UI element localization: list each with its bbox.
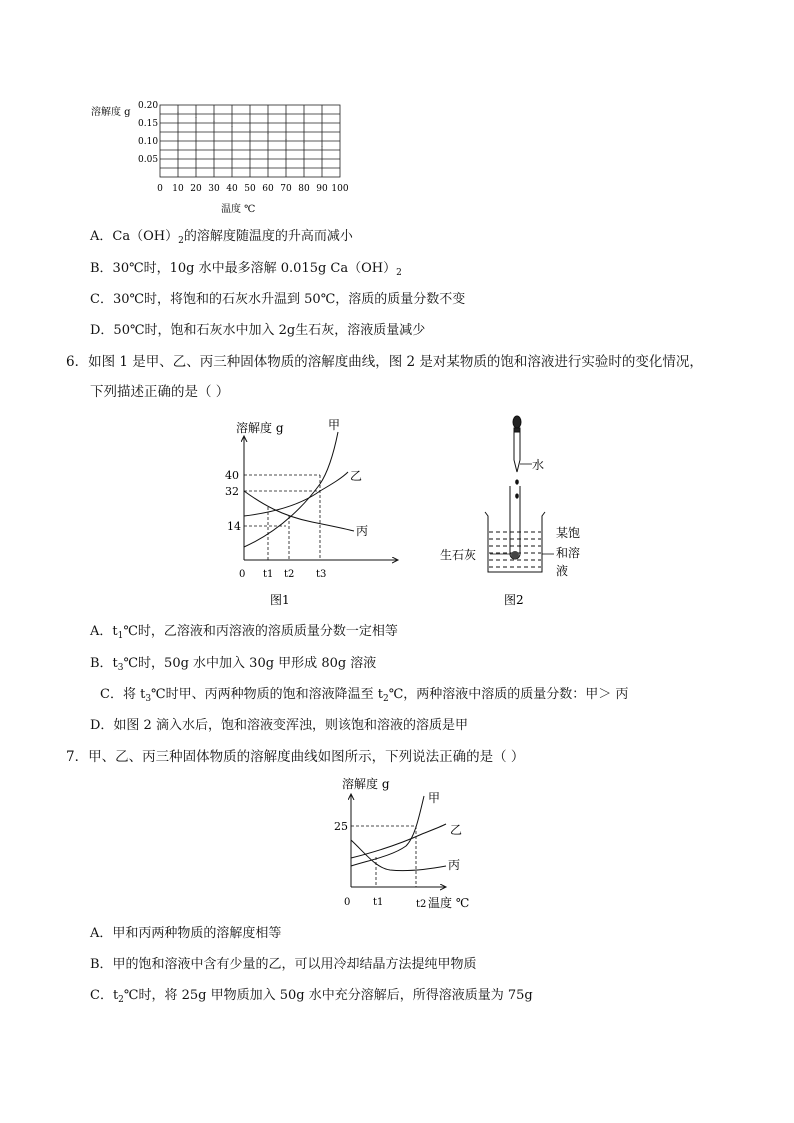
y-tick-label: 0.10 [138,137,159,147]
q7-stem: 7．甲、乙、丙三种固体物质的溶解度曲线如图所示，下列说法正确的是（ ） [66,749,525,765]
q7-t2: t2 [416,899,427,910]
x-tick-label: 20 [190,184,202,194]
fig1-guides [244,475,320,560]
fig1-t1: t1 [263,569,274,580]
fig1-origin: 0 [239,569,246,580]
q5-option-a: A．$Ca(OH)_2$的溶解度随温度的升高而减小 [90,229,353,246]
q7-t1: t1 [373,897,384,908]
beaker-icon [485,512,545,572]
q5-option-c: C．30℃时，将饱和的石灰水升温到 50℃，溶质的质量分数不变 [90,292,466,307]
q6-figure2-beaker [430,412,590,612]
caoh2-solubility-chart [88,95,358,220]
q5-option-b: B．30℃时，10g 水中最多溶解 0.015g $Ca(OH)_2$ [90,261,402,278]
q6-option-d: D．如图 2 滴入水后，饱和溶液变浑浊，则该饱和溶液的溶质是甲 [90,718,468,733]
q7-y25: 25 [334,820,348,833]
y-tick-label: 0.05 [138,155,159,165]
fig1-t3: t3 [316,569,327,580]
q6-figure1-solubility-curves [222,412,412,612]
data-point [267,133,269,135]
data-point [177,111,179,113]
q7-option-b: B．甲的饱和溶液中含有少量的乙，可以用冷却结晶方法提纯甲物质 [90,957,477,972]
fig1-ylabel: 溶解度 g [236,421,284,435]
q7-label-yi: 乙 [450,823,463,837]
x-tick-label: 50 [244,184,256,194]
q7-curve-yi [351,824,446,858]
data-point [213,120,215,122]
x-tick-label: 80 [298,184,310,194]
q7-option-c: C．$t_2℃$时，将 25g 甲物质加入 50g 水中充分溶解后，所得溶液质量为 75g [90,988,533,1005]
y-tick-label: 0.20 [138,101,159,111]
data-point [249,129,251,131]
quicklime-lump [511,551,519,559]
q6-option-c: C．将 $t_3℃$时甲、丙两种物质的饱和溶液降温至 $t_2℃$，两种溶液中溶质的质量分数：甲＞ 丙 [100,687,629,704]
q7-xlabel: 温度 ℃ [428,896,470,910]
q6-stem-line1: 6．如图 1 是甲、乙、丙三种固体物质的溶解度曲线，图 2 是对某物质的饱和溶液进行实验时的变化情况， [66,354,703,370]
q7-solubility-curves [330,774,490,914]
fig1-curve-jia [244,432,338,547]
q7-ylabel: 溶解度 g [342,777,390,791]
q7-option-a: A．甲和丙两种物质的溶解度相等 [90,926,282,941]
fig1-t2: t2 [284,569,295,580]
x-tick-label: 100 [331,184,349,194]
fig1-curve-bing [244,491,354,531]
q7-label-jia: 甲 [428,791,441,805]
liquid-surface [489,532,541,567]
q6-option-b: B．$t_3℃$时，50g 水中加入 30g 甲形成 80g 溶液 [90,656,377,673]
x-tick-label: 60 [262,184,274,194]
data-point [321,145,323,147]
fig1-y14: 14 [227,520,241,533]
q7-curve-bing [351,840,446,871]
data-point [195,117,197,119]
data-point [303,142,305,144]
x-tick-label: 0 [157,184,163,194]
fig2-caption: 图2 [504,593,524,607]
q5-option-d: D．50℃时，饱和石灰水中加入 2g生石灰，溶液质量减少 [90,323,426,338]
x-tick-label: 30 [208,184,220,194]
q6-option-a: A．$t_1℃$时，乙溶液和丙溶液的溶质质量分数一定相等 [90,624,398,641]
fig2-solution-label-1: 某饱 [556,526,581,540]
fig2-water-label: 水 [532,458,545,472]
x-tick-label: 90 [316,184,328,194]
x-tick-label: 10 [172,184,184,194]
dropper-icon [513,416,521,472]
chart-ylabel: 溶解度 g [91,107,131,118]
data-point [285,138,287,140]
fig1-y40: 40 [225,469,239,482]
q6-stem-line2: 下列描述正确的是（ ） [90,384,230,400]
fig1-label-yi: 乙 [350,469,363,483]
fig2-quicklime-label: 生石灰 [440,548,477,562]
fig1-caption: 图1 [270,593,290,607]
fig1-curve-yi [244,472,348,516]
y-tick-label: 0.15 [138,119,159,129]
x-tick-label: 70 [280,184,292,194]
data-point [231,126,233,128]
water-drop [515,493,519,498]
fig1-label-bing: 丙 [356,524,369,538]
q7-label-bing: 丙 [448,858,461,872]
fig1-label-jia: 甲 [328,418,341,432]
fig1-y32: 32 [225,485,239,498]
fig2-solution-label-2: 和溶 [556,546,581,560]
q7-origin: 0 [344,897,351,908]
chart-xlabel: 温度 ℃ [221,204,256,215]
fig2-solution-label-3: 液 [556,564,569,578]
water-drop [515,479,519,484]
x-tick-label: 40 [226,184,238,194]
